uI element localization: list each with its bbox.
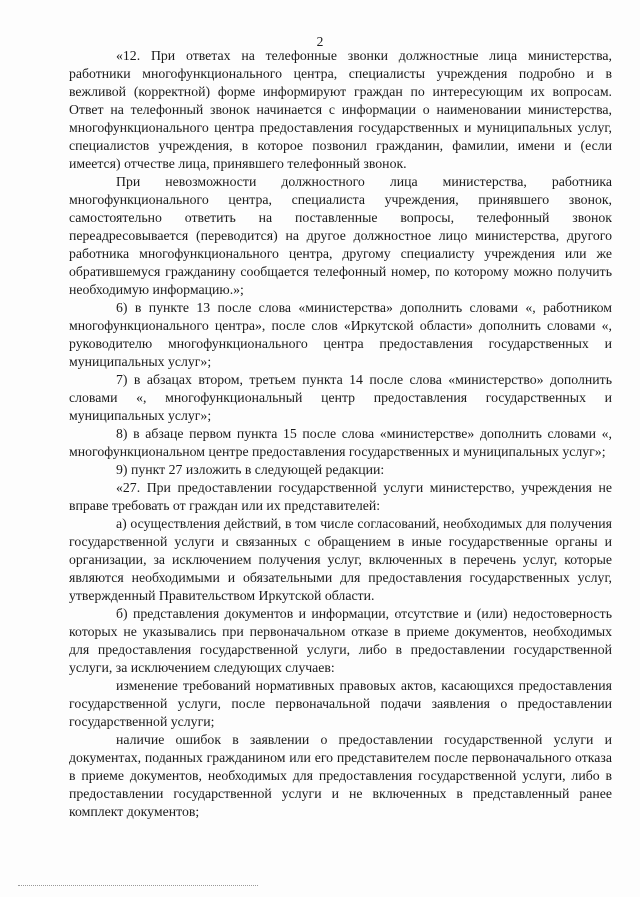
paragraph-27-b: б) представления документов и информации, отсутствие и (или) недостоверность которых не указывались при первоначальном отказе в приеме документов, необходимых для предоставления государственной услуги, либо в предоставлении государственной услуги, за исключением следующих случаев: — [69, 606, 612, 675]
footer-rule — [18, 885, 258, 886]
paragraph-27-a: а) осуществления действий, в том числе согласований, необходимых для получения государственной услуги и связанных с обращением в иные государственные органы и организации, за исключением получения услуг, включенных в перечень услуг, которые являются необходимыми и обязательными для предоставления государственных услуг, утвержденный Правительством Иркутской области. — [69, 516, 612, 603]
paragraph-12: «12. При ответах на телефонные звонки должностные лица министерства, работники многофункционального центра, специалисты учреждения подробно и в вежливой (корректной) форме информируют граждан по интересующим их вопросам. Ответ на телефонный звонок начинается с информации о наименовании министерства, многофункционального центра предоставления государственных и муниципальных услуг, специалистов учреждения, в которое позвонил гражданин, фамилии, имени и (если имеется) отчестве лица, принявшего телефонный звонок. — [69, 48, 612, 171]
paragraph-item-7: 7) в абзацах втором, третьем пункта 14 после слова «министерство» дополнить словами «, многофункциональный центр предоставления государственных и муниципальных услуг»; — [69, 372, 612, 423]
paragraph-27-b-case-2: наличие ошибок в заявлении о предоставлении государственной услуги и документах, поданных гражданином или его представителем после первоначального отказа в приеме документов, необходимых для предоставления государственной услуги, либо в предоставлении государственной услуги и не включенных в представленный ранее комплект документов; — [69, 732, 612, 819]
paragraph-item-6: 6) в пункте 13 после слова «министерства» дополнить словами «, работником многофункционального центра», после слов «Иркутской области» дополнить словами «, руководителю многофункционального центра предоставления государственных и муниципальных услуг»; — [69, 300, 612, 369]
document-body — [69, 47, 612, 821]
paragraph-redirect: При невозможности должностного лица министерства, работника многофункционального центра, специалиста учреждения, принявшего звонок, самостоятельно ответить на поставленные вопросы, телефонный звонок переадресовывается (переводится) на другое должностное лицо министерства, другого работника многофункционального центра, другому специалисту учреждения или же обратившемуся гражданину сообщается телефонный номер, по которому можно получить необходимую информацию.»; — [69, 174, 612, 297]
paragraph-27: «27. При предоставлении государственной услуги министерство, учреждения не вправе требовать от граждан или их представителей: — [69, 480, 612, 513]
paragraph-27-b-case-1: изменение требований нормативных правовых актов, касающихся предоставления государственной услуги, после первоначальной подачи заявления о предоставлении государственной услуги; — [69, 678, 612, 729]
page-number: 2 — [316, 34, 324, 49]
paragraph-item-8: 8) в абзаце первом пункта 15 после слова «министерстве» дополнить словами «, многофункциональном центре предоставления государственных и муниципальных услуг»; — [69, 426, 612, 459]
paragraph-item-9: 9) пункт 27 изложить в следующей редакции: — [116, 462, 385, 477]
